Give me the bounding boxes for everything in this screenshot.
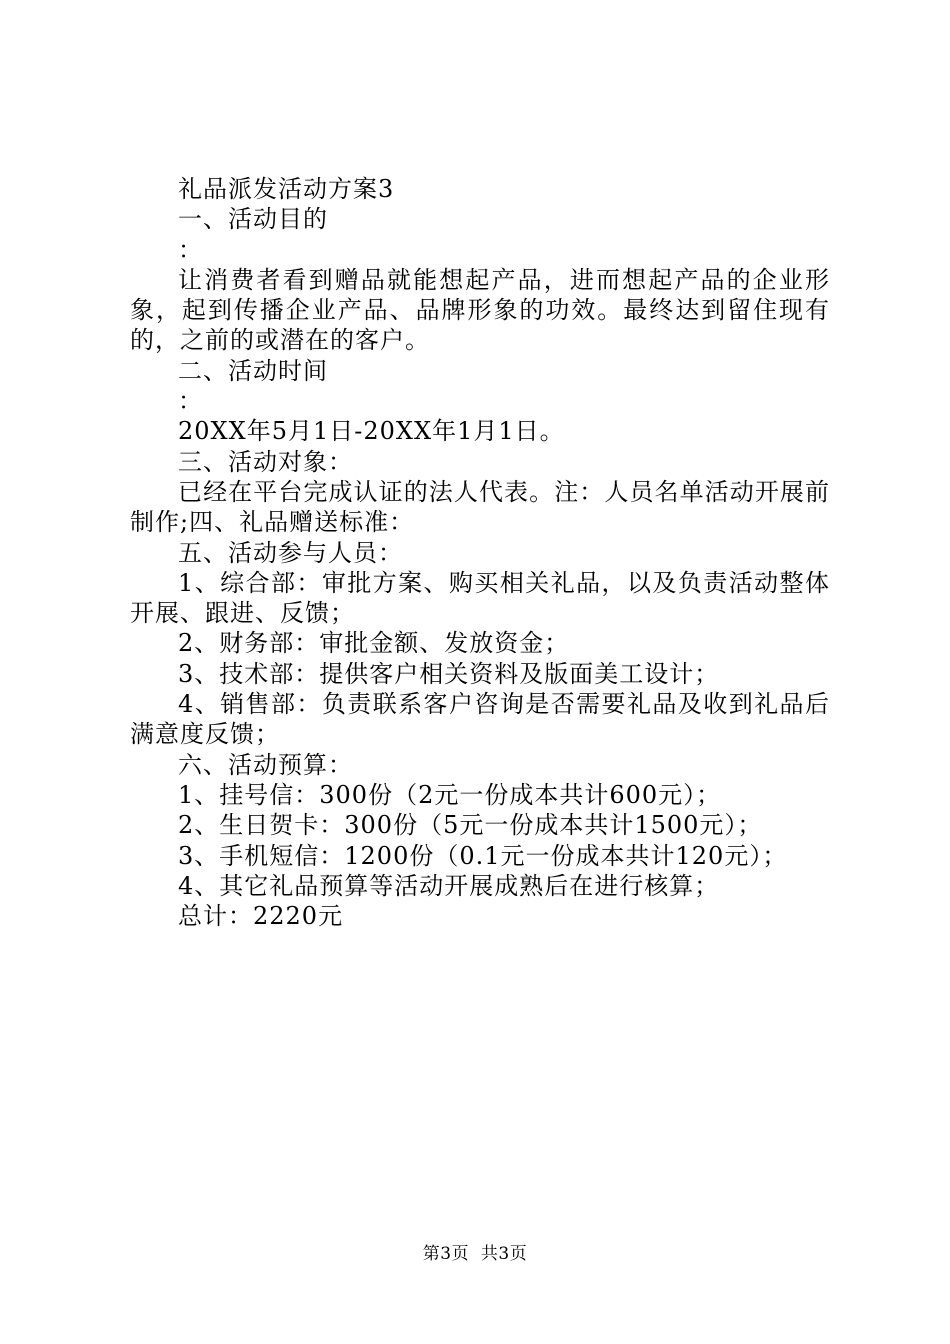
list-item-general-dept: 1、综合部：审批方案、购买相关礼品，以及负责活动整体开展、跟进、反馈；	[130, 568, 830, 628]
document-body	[130, 174, 830, 931]
document-title: 礼品派发活动方案3	[178, 175, 395, 203]
list-item-tech-dept: 3、技术部：提供客户相关资料及版面美工设计；	[178, 659, 720, 688]
page-footer	[0, 1243, 950, 1265]
section-heading-target: 三、活动对象：	[178, 447, 353, 476]
section-heading-budget: 六、活动预算：	[178, 750, 353, 779]
paragraph-time: 20XX年5月1日-20XX年1月1日。	[178, 417, 565, 446]
section-heading-time: 二、活动时间	[178, 356, 328, 385]
budget-item-sms: 3、手机短信：1200份（0.1元一份成本共计120元）；	[178, 841, 788, 870]
list-item-sales-dept: 4、销售部：负责联系客户咨询是否需要礼品及收到礼品后满意度反馈；	[130, 690, 830, 749]
colon-line: ：	[178, 387, 203, 416]
list-item-finance-dept: 2、财务部：审批金额、发放资金；	[178, 629, 570, 658]
paragraph-purpose: 让消费者看到赠品就能想起产品，进而想起产品的企业形象，起到传播企业产品、品牌形象的功效。最终达到留住现有的，之前的或潜在的客户。	[130, 265, 830, 355]
section-heading-participants: 五、活动参与人员：	[178, 538, 403, 567]
section-heading-purpose: 一、活动目的	[178, 205, 328, 234]
paragraph-target: 已经在平台完成认证的法人代表。注：人员名单活动开展前制作;四、礼品赠送标准：	[130, 477, 830, 537]
budget-total: 总计：2220元	[178, 902, 344, 931]
budget-item-birthday-card: 2、生日贺卡：300份（5元一份成本共计1500元）；	[178, 811, 763, 840]
budget-item-other: 4、其它礼品预算等活动开展成熟后在进行核算；	[178, 871, 720, 900]
budget-item-registered-mail: 1、挂号信：300份（2元一份成本共计600元）；	[178, 780, 722, 809]
page-number: 第3页 共3页	[422, 1244, 528, 1264]
colon-line: ：	[178, 235, 203, 264]
